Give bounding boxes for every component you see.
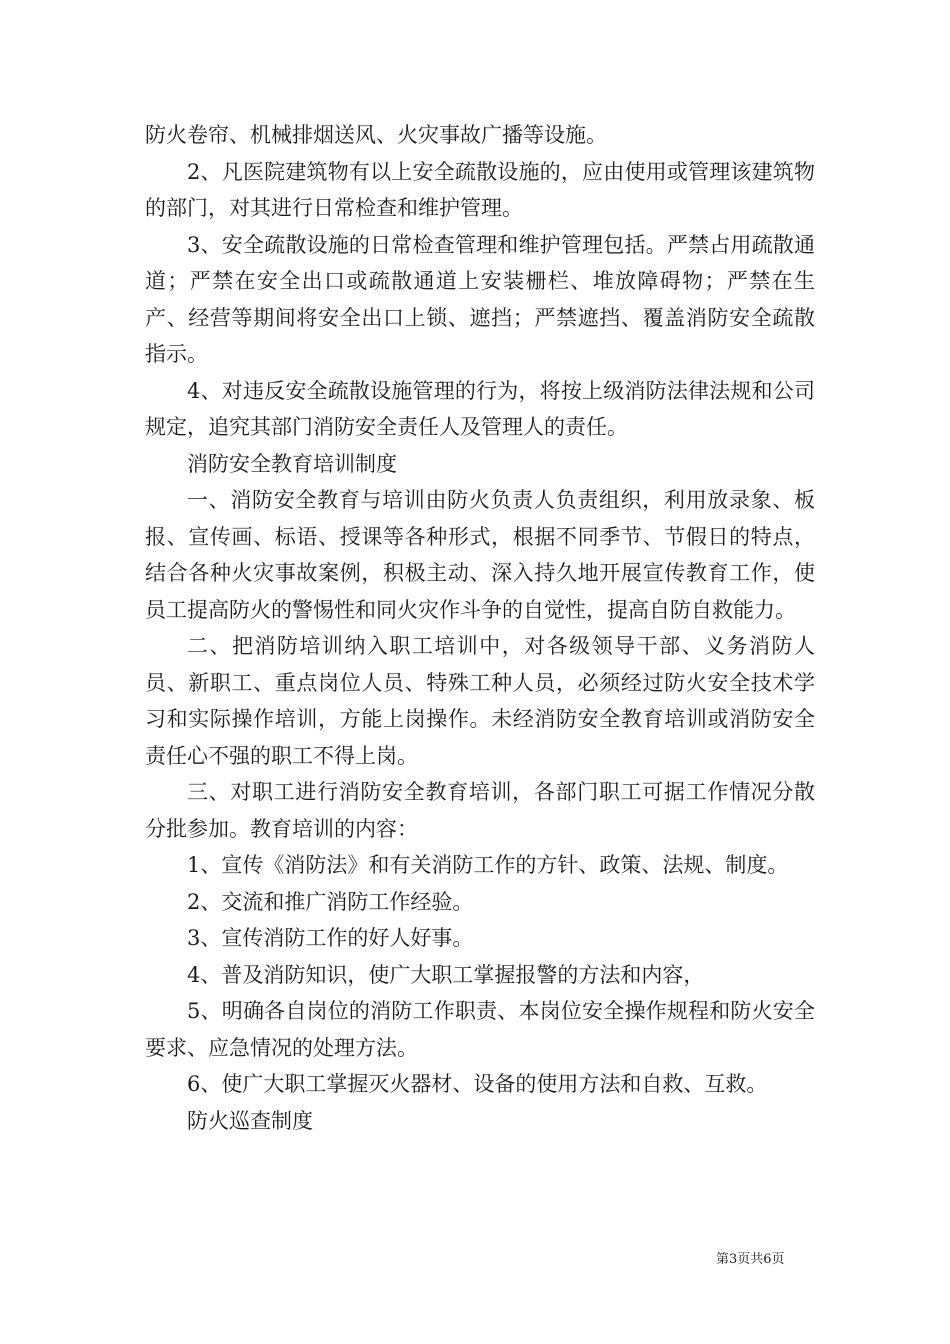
document-body — [145, 117, 815, 1139]
list-item-6: 6、使广大职工掌握灭火器材、设备的使用方法和自救、互救。 — [187, 1072, 768, 1096]
paragraph-3: 4、对违反安全疏散设施管理的行为，将按上级消防法律法规和公司规定，追究其部门消防安全责任人及管理人的责任。 — [145, 378, 815, 439]
paragraph-6: 二、把消防培训纳入职工培训中，对各级领导干部、义务消防人员、新职工、重点岗位人员、特殊工种人员，必须经过防火安全技术学习和实际操作培训，方能上岗操作。未经消防安全教育培训或消防安全责任心不强的职工不得上岗。 — [145, 634, 815, 768]
list-item-4: 4、普及消防知识，使广大职工掌握报警的方法和内容， — [187, 962, 705, 987]
paragraph-2: 3、安全疏散设施的日常检查管理和维护管理包括。严禁占用疏散通道；严禁在安全出口或疏散通道上安装栅栏、堆放障碍物；严禁在生产、经营等期间将安全出口上锁、遮挡；严禁遮挡、覆盖消防安全疏散指示。 — [145, 232, 815, 366]
paragraph-5: 一、消防安全教育与培训由防火负责人负责组织，利用放录象、板报、宣传画、标语、授课等各种形式，根据不同季节、节假日的特点，结合各种火灾事故案例，积极主动、深入持久地开展宣传教育工作，使员工提高防火的警惕性和同火灾作斗争的自觉性，提高自防自救能力。 — [145, 488, 815, 622]
paragraph-7: 三、对职工进行消防安全教育培训，各部门职工可据工作情况分散分批参加。教育培训的内容： — [145, 780, 815, 841]
list-item-1: 1、宣传《消防法》和有关消防工作的方针、政策、法规、制度。 — [187, 853, 789, 877]
page-number-footer: 第3页共6页 — [716, 1252, 785, 1267]
list-item-5: 5、明确各自岗位的消防工作职责、本岗位安全操作规程和防火安全要求、应急情况的处理方法。 — [145, 999, 815, 1060]
paragraph-1: 2、凡医院建筑物有以上安全疏散设施的，应由使用或管理该建筑物的部门，对其进行日常检查和维护管理。 — [145, 159, 815, 220]
section-heading-fire-patrol: 防火巡查制度 — [187, 1108, 313, 1133]
section-heading-education-training: 消防安全教育培训制度 — [187, 451, 397, 476]
list-item-2: 2、交流和推广消防工作经验。 — [187, 889, 474, 914]
paragraph-0: 防火卷帘、机械排烟送风、火灾事故广播等设施。 — [145, 123, 607, 147]
list-item-3: 3、宣传消防工作的好人好事。 — [187, 926, 474, 950]
